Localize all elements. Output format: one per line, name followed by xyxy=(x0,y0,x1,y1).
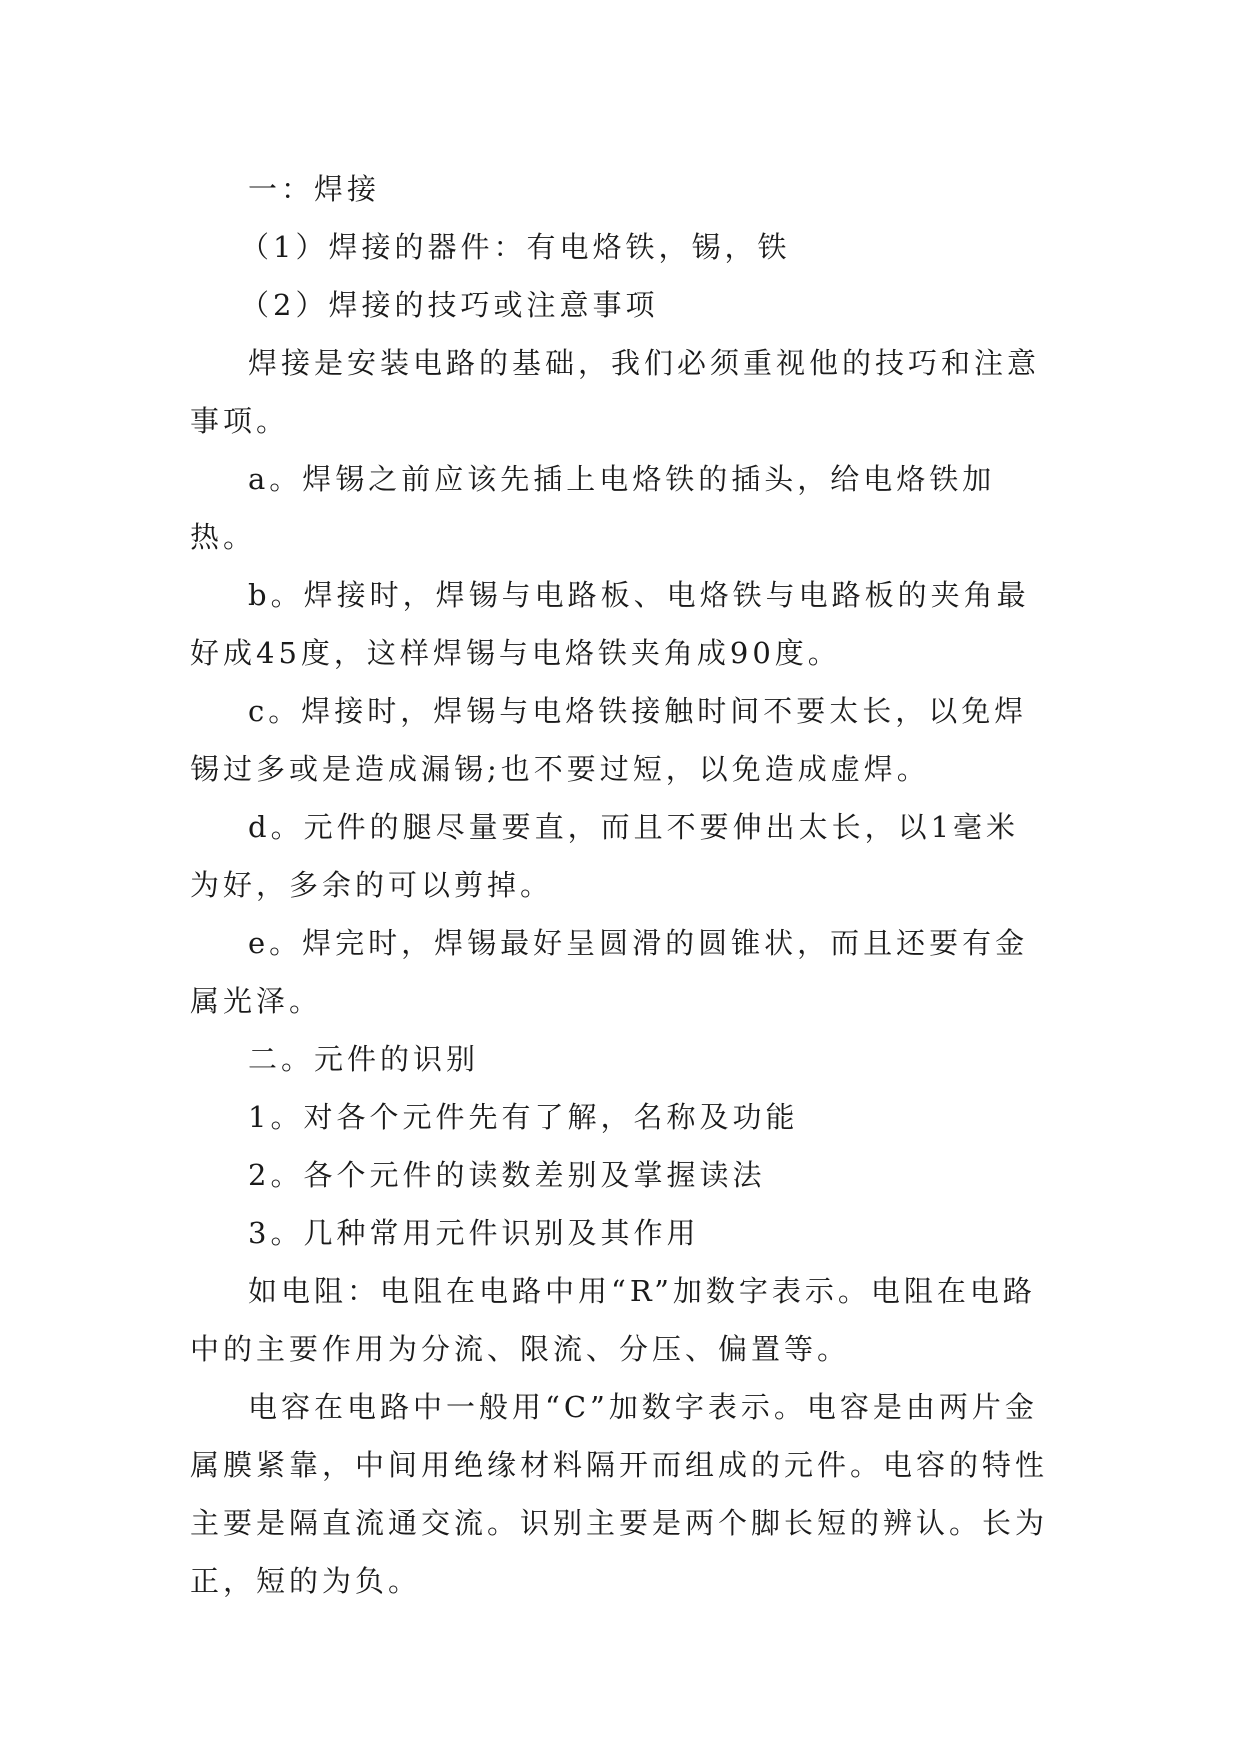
paragraph-welding-tools: （1）焊接的器件：有电烙铁，锡，铁 xyxy=(240,230,791,264)
paragraph-tip-a: a。焊锡之前应该先插上电烙铁的插头，给电烙铁加热。 xyxy=(190,462,996,554)
document-page xyxy=(190,160,1050,1610)
paragraph-item-1: 1。对各个元件先有了解，名称及功能 xyxy=(248,1100,799,1134)
paragraph-tip-e: e。焊完时，焊锡最好呈圆滑的圆锥状，而且还要有金属光泽。 xyxy=(190,926,1029,1018)
paragraph-welding-intro: 焊接是安装电路的基础，我们必须重视他的技巧和注意事项。 xyxy=(190,346,1041,438)
paragraph-welding-tips-heading: （2）焊接的技巧或注意事项 xyxy=(240,288,659,322)
section-heading-welding: 一：焊接 xyxy=(248,172,381,206)
paragraph-resistor: 如电阻：电阻在电路中用“R”加数字表示。电阻在电路中的主要作用为分流、限流、分压、偏置等。 xyxy=(190,1274,1036,1366)
paragraph-tip-d: d。元件的腿尽量要直，而且不要伸出太长，以1毫米为好，多余的可以剪掉。 xyxy=(190,810,1020,902)
section-heading-components: 二。元件的识别 xyxy=(248,1042,480,1076)
paragraph-item-2: 2。各个元件的读数差别及掌握读法 xyxy=(248,1158,766,1192)
paragraph-tip-c: c。焊接时，焊锡与电烙铁接触时间不要太长，以免焊锡过多或是造成漏锡;也不要过短，以免造成虚焊。 xyxy=(190,694,1028,786)
paragraph-tip-b: b。焊接时，焊锡与电路板、电烙铁与电路板的夹角最好成45度，这样焊锡与电烙铁夹角成90度。 xyxy=(190,578,1030,670)
paragraph-item-3: 3。几种常用元件识别及其作用 xyxy=(248,1216,700,1250)
paragraph-capacitor: 电容在电路中一般用“C”加数字表示。电容是由两片金属膜紧靠，中间用绝缘材料隔开而组成的元件。电容的特性主要是隔直流通交流。识别主要是两个脚长短的辨认。长为正，短的为负。 xyxy=(190,1390,1049,1598)
